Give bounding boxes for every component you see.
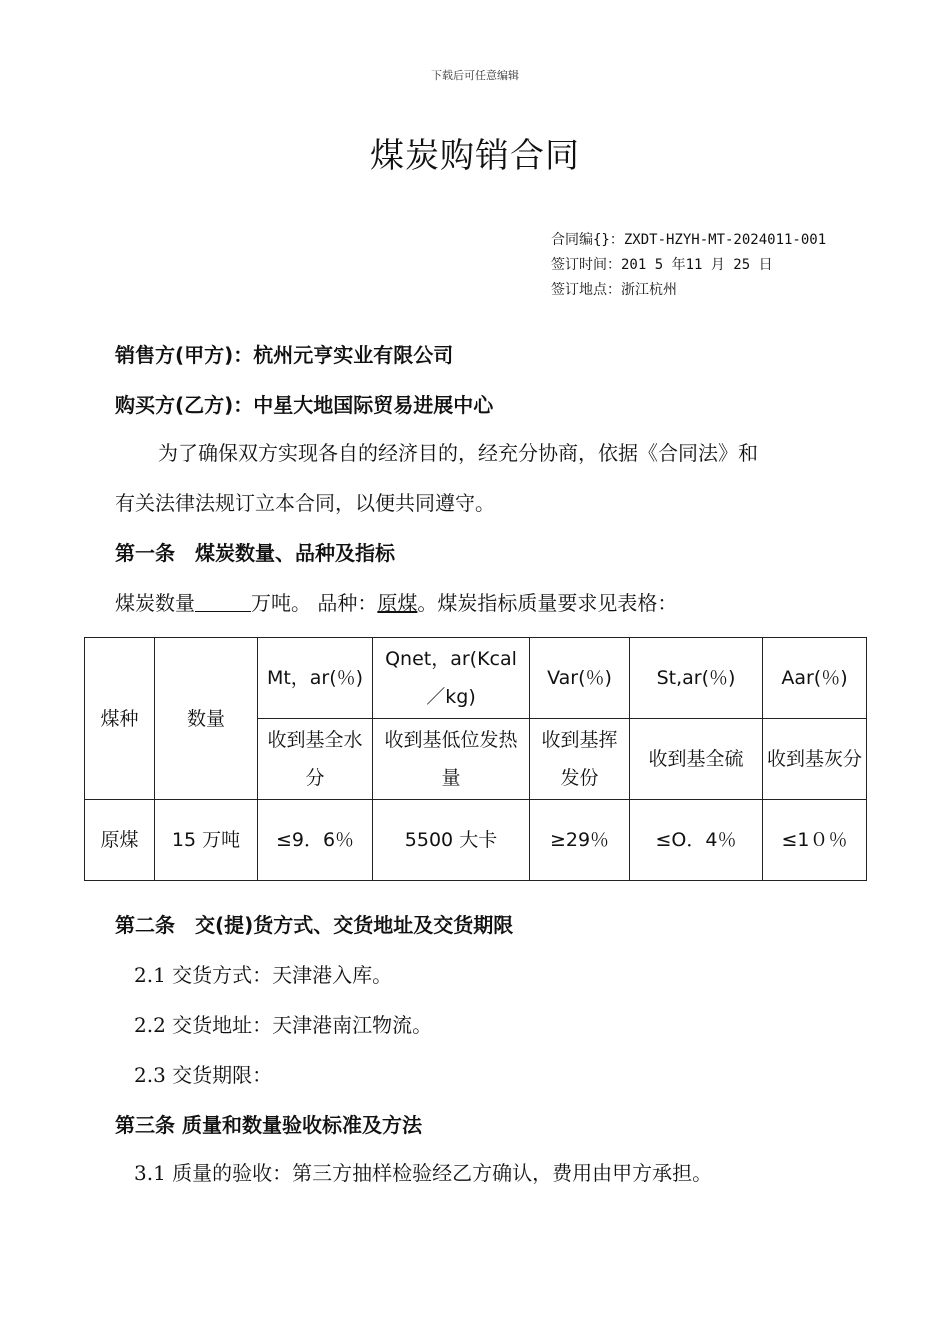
quantity-prefix: 煤炭数量	[115, 591, 195, 615]
contract-number: 合同编{}：ZXDT-HZYH-MT-2024011-001	[551, 232, 827, 248]
article-2-heading: 第二条 交(提)货方式、交货地址及交货期限	[115, 913, 514, 937]
sign-time: 签订时间：201 5 年11 月 25 日	[551, 257, 773, 273]
seller-party: 销售方(甲方)：杭州元亨实业有限公司	[115, 343, 454, 367]
variety-value: 原煤	[377, 591, 418, 615]
cell-coal-type: 原煤	[85, 800, 155, 881]
coal-spec-table	[84, 637, 867, 881]
preamble-line-2: 有关法律法规订立本合同，以便共同遵守。	[115, 491, 495, 515]
quantity-blank	[195, 593, 251, 612]
article-2-item-2: 2.2 交货地址：天津港南江物流。	[134, 1013, 433, 1037]
desc-sulfur: 收到基全硫	[630, 719, 763, 800]
quantity-tail: 。煤炭指标质量要求见表格：	[417, 591, 678, 615]
table-row	[85, 800, 867, 881]
desc-volatile: 收到基挥发份	[530, 719, 630, 800]
cell-calorific: 5500 大卡	[373, 800, 530, 881]
col-header-sulfur: St,ar(％)	[630, 638, 763, 719]
col-header-calorific: Qnet，ar(Kcal／kg)	[373, 638, 530, 719]
buyer-party: 购买方(乙方)：中星大地国际贸易进展中心	[115, 393, 494, 417]
preamble-line-1: 为了确保双方实现各自的经济目的，经充分协商，依据《合同法》和	[158, 441, 758, 465]
article-3-item-1: 3.1 质量的验收：第三方抽样检验经乙方确认，费用由甲方承担。	[134, 1161, 713, 1185]
desc-ash: 收到基灰分	[763, 719, 867, 800]
col-header-volatile: Var(％)	[530, 638, 630, 719]
desc-calorific: 收到基低位发热量	[373, 719, 530, 800]
sign-place: 签订地点：浙江杭州	[551, 282, 677, 298]
cell-sulfur: ≤O．4％	[630, 800, 763, 881]
desc-moisture: 收到基全水分	[258, 719, 373, 800]
col-header-ash: Aar(％)	[763, 638, 867, 719]
cell-ash: ≤1０％	[763, 800, 867, 881]
article-2-item-1: 2.1 交货方式：天津港入库。	[134, 963, 393, 987]
col-header-quantity: 数量	[155, 638, 258, 800]
col-header-coal-type: 煤种	[85, 638, 155, 800]
article-3-heading: 第三条 质量和数量验收标准及方法	[115, 1113, 422, 1137]
quantity-suffix: 万吨。 品种：	[251, 591, 378, 615]
header-note: 下载后可任意编辑	[431, 69, 519, 82]
document-title: 煤炭购销合同	[370, 136, 580, 176]
cell-quantity: 15 万吨	[155, 800, 258, 881]
cell-volatile: ≥29％	[530, 800, 630, 881]
quantity-line	[115, 587, 677, 616]
article-2-item-3: 2.3 交货期限：	[134, 1063, 273, 1087]
cell-moisture: ≤9．6％	[258, 800, 373, 881]
article-1-heading: 第一条 煤炭数量、品种及指标	[115, 541, 395, 565]
col-header-moisture: Mt，ar(％)	[258, 638, 373, 719]
